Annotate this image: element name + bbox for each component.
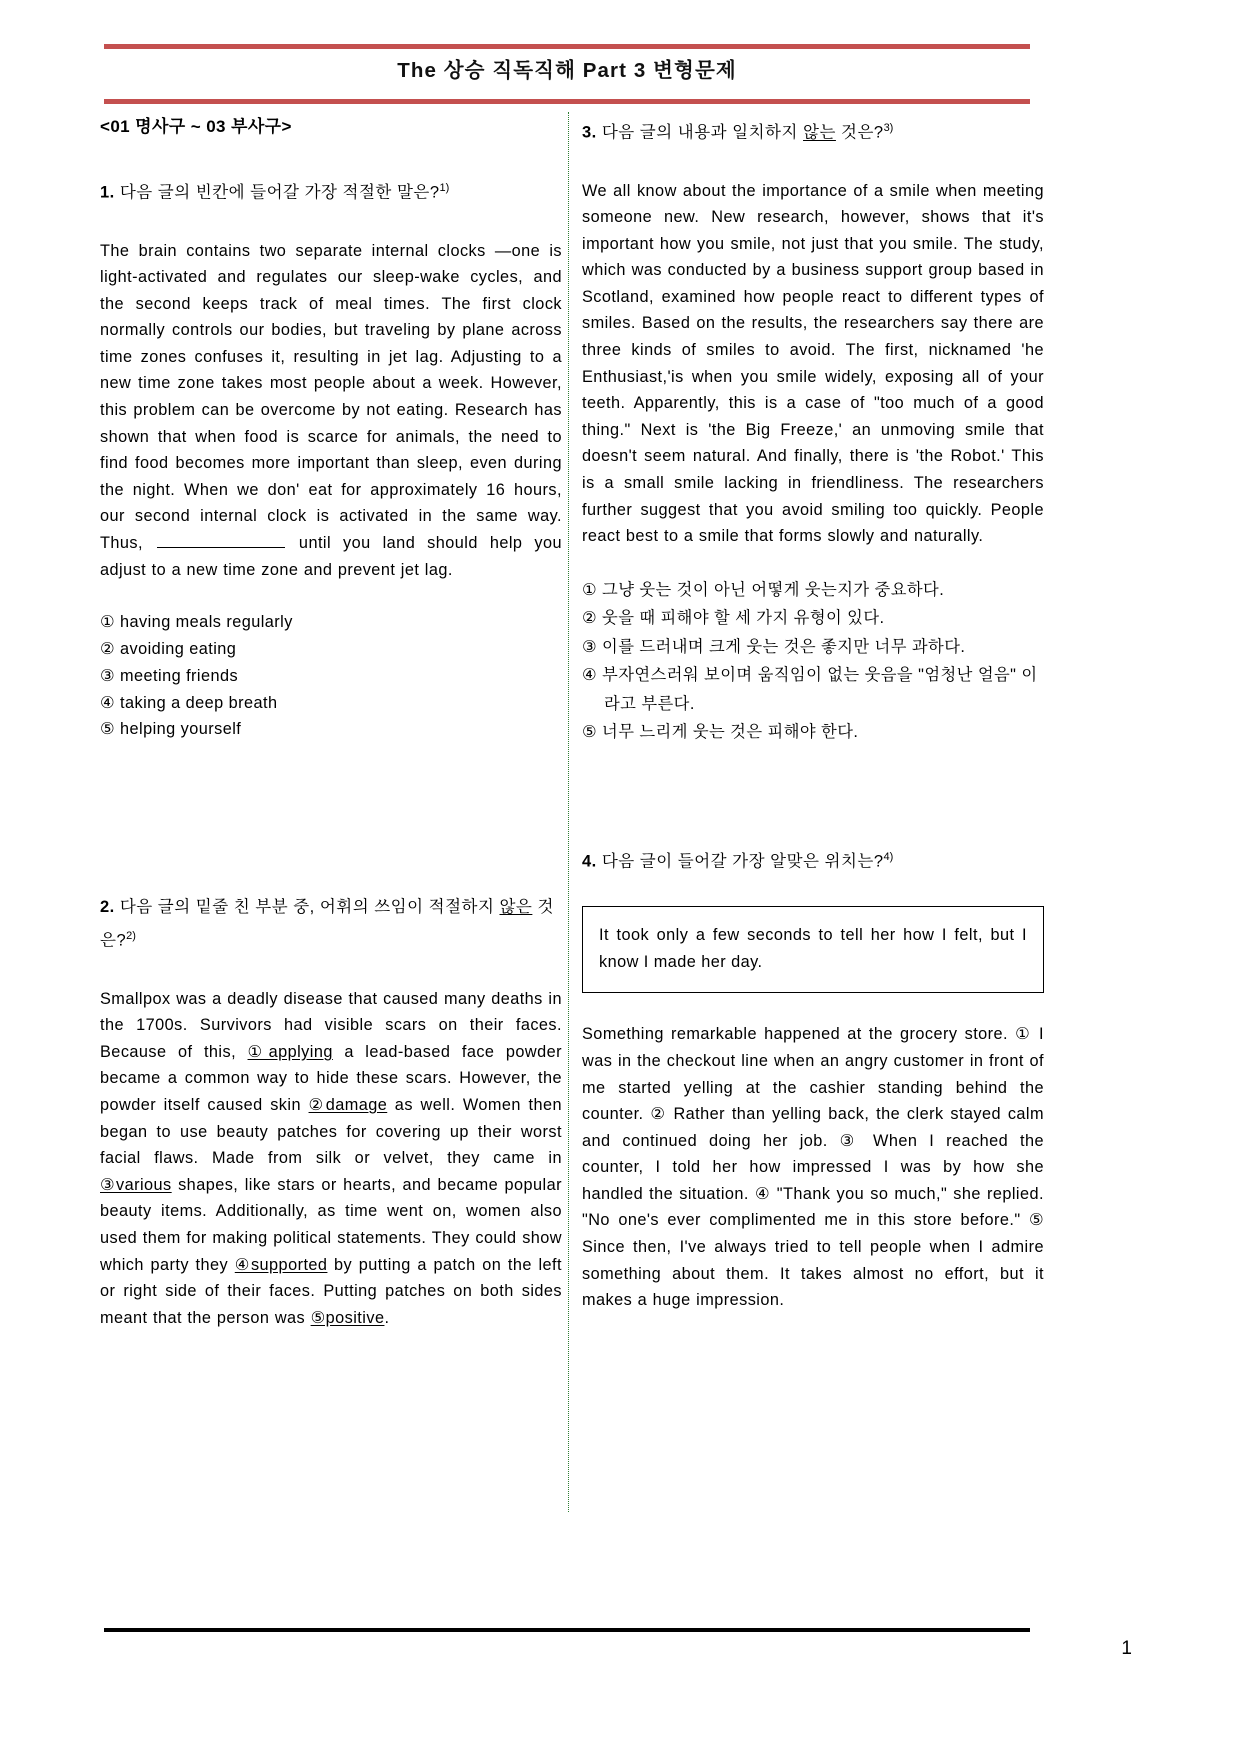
choice-option[interactable]: ① having meals regularly	[100, 613, 293, 632]
column-divider	[568, 112, 569, 1512]
underlined-choice-2[interactable]: ②damage	[308, 1096, 388, 1115]
underlined-choice-5[interactable]: ⑤positive	[310, 1308, 385, 1327]
question-3-passage: We all know about the importance of a smile when meeting someone new. New research, however, shows that it's important how you smile, not just that you smile. The study, which was conducted by a business support group based in Scotland, examined how people react to different types of smiles. Based on the results, the researchers say there are three kinds of smiles to avoid. The first, nicknamed 'he Enthusiast,'is when you smile widely, exposing all of your teeth. Apparently, this is a case of "too much of a good thing." Next is 'the Big Freeze,' an unmoving smile that doesn't seem natural. And finally, there is 'the Robot.' This is a small smile lacking in friendliness. The researchers further suggest that you avoid smiling too quickly. People react best to a smile that forms slowly and naturally.	[582, 181, 1044, 546]
page-number: 1	[1121, 1638, 1132, 1659]
question-4-heading	[582, 843, 1044, 877]
question-3-prompt-after: 것은?	[835, 123, 884, 142]
question-2-prompt-emphasis: 않은	[499, 898, 533, 917]
question-2-passage	[100, 986, 562, 1332]
left-column-spacer	[100, 743, 562, 893]
header-bottom-rule	[104, 99, 1030, 104]
header-top-rule	[104, 44, 1030, 49]
q2-seg-5: by putting a patch on the left or right side of their faces. Putting patches on both sides meant that the person was	[100, 1255, 563, 1327]
question-1-choices	[100, 609, 562, 743]
q2-seg-4: shapes, like stars or hearts, and became popular beauty items. Additionally, as time went on, women also used them for making political statements. They could show which party they	[100, 1175, 563, 1274]
question-1-footnote: 1)	[439, 182, 450, 194]
choice-option[interactable]: ① 그냥 웃는 것이 아닌 어떻게 웃는지가 중요하다.	[582, 580, 945, 599]
question-2-number: 2.	[100, 898, 115, 917]
question-1-number: 1.	[100, 183, 115, 202]
question-4-number: 4.	[582, 852, 597, 871]
q2-seg-1: Smallpox was a deadly disease that caused many deaths in the 1700s. Survivors had visible scars on their faces. Because of this,	[100, 989, 562, 1061]
question-4-passage: Something remarkable happened at the grocery store. ① I was in the checkout line when an angry customer in front of me started yelling at the cashier standing behind the counter. ② Rather than yelling back, the clerk stayed calm and continued doing her job. ③ When I reached the counter, I told her how impressed I was by how she handled the situation. ④ "Thank you so much," she replied. "No one's ever complimented me in this store before." ⑤ Since then, I've always tried to tell people when I admire something about them. It takes almost no effort, but it makes a huge impression.	[582, 1025, 1044, 1310]
right-column	[582, 114, 1044, 1314]
q2-seg-6: .	[384, 1308, 390, 1327]
question-1-passage-part1: The brain contains two separate internal clocks —one is light-activated and regulates our sleep-wake cycles, and the second keeps track of meal times. The first clock normally controls our bodies, but traveling by plane across time zones confuses it, resulting in jet lag. Adjusting to a new time zone takes most people about a week. However, this problem can be overcome by not eating. Research has shown that when food is scarce for animals, the need to find food becomes more important than sleep, even during the night. When we don' eat for approximately 16 hours, our second internal clock is activated in the same way. Thus,	[100, 241, 562, 553]
question-4-boxed-sentence: It took only a few seconds to tell her how I felt, but I know I made her day.	[582, 906, 1044, 993]
page-title: The 상승 직독직해 Part 3 변형문제	[397, 59, 737, 82]
answer-blank	[157, 533, 285, 548]
footer-rule	[104, 1628, 1030, 1632]
choice-option[interactable]: ④ 부자연스러워 보이며 움직임이 없는 웃음을 "엄청난 얼음" 이라고 부른다.	[582, 666, 1038, 713]
left-column	[100, 114, 562, 1331]
underlined-choice-4[interactable]: ④supported	[234, 1255, 328, 1274]
question-3-heading	[582, 114, 1044, 148]
question-1-heading	[100, 174, 562, 208]
question-3-choices	[582, 576, 1044, 747]
question-2-prompt-before: 다음 글의 밑줄 친 부분 중, 어휘의 쓰임이 적절하지	[114, 898, 500, 917]
choice-option[interactable]: ② 웃을 때 피해야 할 세 가지 유형이 있다.	[582, 609, 885, 628]
question-2-footnote: 2)	[126, 930, 136, 943]
question-1-passage-part2: until you land should help you adjust to a new time zone and prevent jet lag.	[100, 534, 562, 579]
underlined-choice-1[interactable]: ①applying	[247, 1042, 333, 1061]
choice-option[interactable]: ④ taking a deep breath	[100, 693, 278, 712]
section-heading: <01 명사구 ~ 03 부사구>	[100, 117, 292, 136]
question-1-prompt: 다음 글의 빈칸에 들어갈 가장 적절한 말은?	[114, 183, 440, 202]
question-3-number: 3.	[582, 123, 597, 142]
question-2-heading	[100, 893, 562, 956]
choice-option[interactable]: ⑤ 너무 느리게 웃는 것은 피해야 한다.	[582, 723, 859, 742]
choice-option[interactable]: ③ 이를 드러내며 크게 웃는 것은 좋지만 너무 과하다.	[582, 637, 966, 656]
question-4-prompt: 다음 글이 들어갈 가장 알맞은 위치는?	[596, 852, 884, 871]
q2-seg-2: a lead-based face powder became a common way to hide these scars. However, the powder itself caused skin	[100, 1042, 562, 1115]
right-column-spacer	[582, 747, 1044, 843]
question-3-prompt-emphasis: 않는	[803, 123, 836, 142]
choice-option[interactable]: ② avoiding eating	[100, 640, 237, 659]
question-1-passage	[100, 238, 562, 584]
q2-seg-3: as well. Women then began to use beauty patches for covering up their worst facial flaws. Made from silk or velvet, they came in	[100, 1096, 562, 1168]
question-3-prompt-before: 다음 글의 내용과 일치하지	[596, 123, 804, 142]
question-3-footnote: 3)	[883, 122, 894, 134]
underlined-choice-3[interactable]: ③various	[100, 1175, 172, 1194]
question-2-prompt-after: 것은?	[100, 898, 554, 950]
choice-option[interactable]: ⑤ helping yourself	[100, 720, 242, 739]
choice-option[interactable]: ③ meeting friends	[100, 666, 239, 685]
question-4-footnote: 4)	[883, 850, 894, 863]
